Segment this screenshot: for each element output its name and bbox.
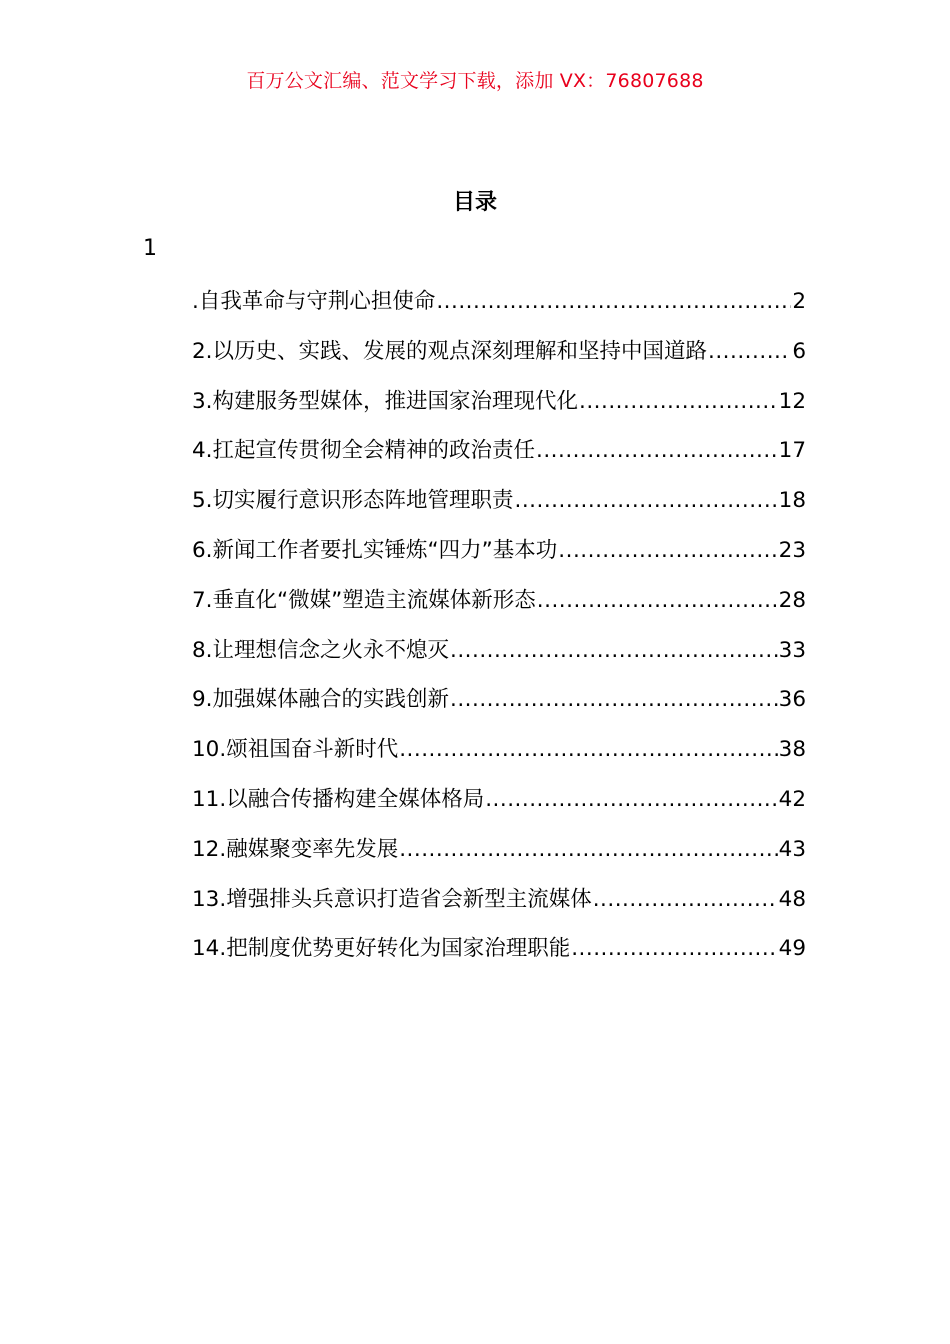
- toc-entry-page: 36: [778, 687, 806, 713]
- toc-entry[interactable]: [192, 682, 806, 732]
- toc-entry[interactable]: [192, 633, 806, 683]
- toc-dot-leader: [536, 438, 778, 463]
- toc-dot-leader: [537, 588, 778, 613]
- toc-entry-page: 49: [778, 936, 806, 962]
- toc-entry-title: 10.颂祖国奋斗新时代: [192, 737, 399, 763]
- toc-dot-leader: [436, 289, 791, 314]
- toc-entry-title: 13.增强排头兵意识打造省会新型主流媒体: [192, 886, 592, 912]
- toc-dot-leader: [450, 687, 778, 712]
- toc-entry-title: 3.构建服务型媒体，推进国家治理现代化: [192, 388, 579, 414]
- toc-dot-leader: [579, 389, 778, 414]
- toc-entry-page: 2: [792, 289, 806, 314]
- toc-dot-leader: [485, 787, 777, 812]
- toc-entry[interactable]: [192, 882, 806, 932]
- toc-entry-page: 38: [778, 737, 806, 763]
- toc-entry-page: 12: [778, 388, 806, 414]
- toc-entry[interactable]: [192, 583, 806, 633]
- toc-dot-leader: [515, 488, 778, 513]
- toc-title: 目录: [452, 190, 497, 215]
- toc-entry-title: 12.融媒聚变率先发展: [192, 836, 399, 862]
- toc-entry[interactable]: [192, 433, 806, 483]
- toc-dot-leader: [593, 887, 778, 912]
- toc-entry-page: 17: [778, 438, 806, 464]
- toc-dot-leader: [558, 538, 777, 563]
- toc-entry-title: 9.加强媒体融合的实践创新: [192, 687, 450, 713]
- toc-entry-page: 48: [778, 886, 806, 912]
- toc-entry-title: 5.切实履行意识形态阵地管理职责: [192, 488, 514, 514]
- toc-entry-title: 4.扛起宣传贯彻全会精神的政治责任: [192, 438, 536, 464]
- toc-entry[interactable]: [192, 533, 806, 583]
- toc-entry-page: 42: [778, 786, 806, 812]
- toc-entry-title: 11.以融合传播构建全媒体格局: [192, 786, 485, 812]
- toc-entry[interactable]: [192, 782, 806, 832]
- toc-entry-title: 8.让理想信念之火永不熄灭: [192, 637, 450, 663]
- toc-entry[interactable]: [192, 832, 806, 882]
- toc-entry-page: 33: [778, 637, 806, 663]
- toc-first-number: 1: [143, 236, 157, 261]
- toc-entry[interactable]: [192, 334, 806, 384]
- toc-entry[interactable]: [192, 284, 806, 334]
- toc-dot-leader: [399, 737, 777, 762]
- toc-dot-leader: [571, 936, 777, 961]
- toc-entry-page: 43: [778, 836, 806, 862]
- toc-entry-page: 28: [778, 587, 806, 613]
- toc-entry-title: 14.把制度优势更好转化为国家治理职能: [192, 936, 571, 962]
- toc-entry-title: 7.垂直化“微媒”塑造主流媒体新形态: [192, 587, 536, 613]
- toc-dot-leader: [450, 638, 778, 663]
- toc-entry-page: 6: [792, 338, 806, 364]
- toc-dot-leader: [399, 837, 777, 862]
- toc-entry[interactable]: [192, 931, 806, 981]
- toc-entry-title: .自我革命与守荆心担使命: [192, 289, 436, 314]
- toc-entry-page: 18: [778, 488, 806, 514]
- table-of-contents: [192, 284, 806, 981]
- toc-entry[interactable]: [192, 384, 806, 434]
- toc-entry-page: 23: [778, 537, 806, 563]
- header-banner: 百万公文汇编、范文学习下载，添加 VX：76807688: [246, 70, 704, 92]
- toc-entry-title: 2.以历史、实践、发展的观点深刻理解和坚持中国道路: [192, 338, 708, 364]
- toc-dot-leader: [708, 339, 791, 364]
- toc-entry[interactable]: [192, 732, 806, 782]
- toc-entry[interactable]: [192, 483, 806, 533]
- toc-entry-title: 6.新闻工作者要扎实锤炼“四力”基本功: [192, 537, 558, 563]
